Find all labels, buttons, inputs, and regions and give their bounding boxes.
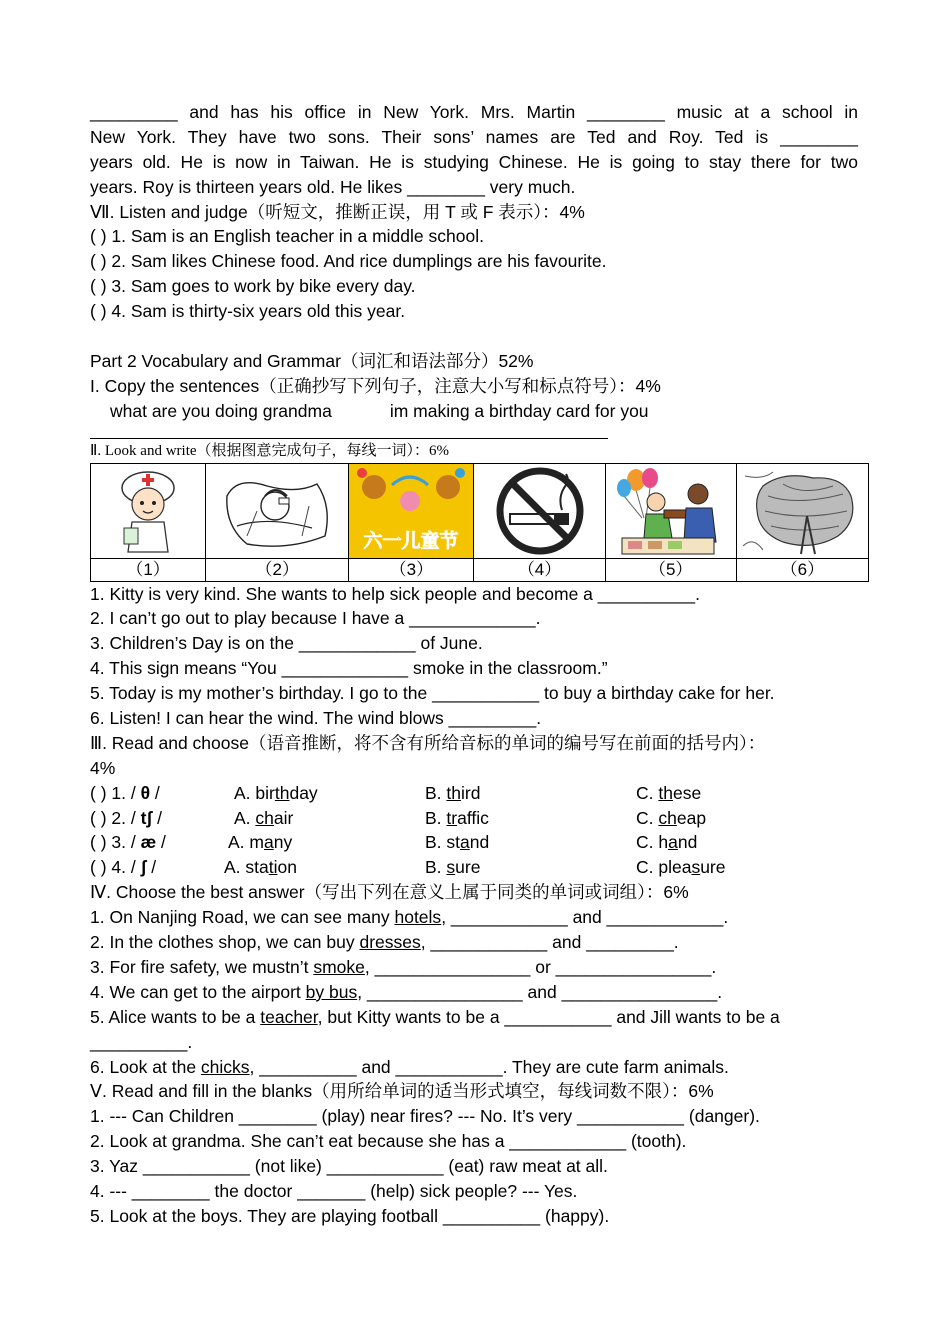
picture-3 [349, 463, 474, 558]
phonetic-symbol: θ [140, 782, 151, 803]
festival-text: 六一儿童节 [363, 529, 459, 552]
passage-line-4: years. Roy is thirteen years old. He likes ________ very much. [90, 176, 576, 197]
phonetic-symbol: ʃ [140, 857, 147, 878]
copy-answer-line [90, 424, 608, 439]
phonics-row-1: ( ) 1. / θ / A. birthday B. third C. these [90, 782, 702, 803]
p5-item-2: 2. Look at grandma. She can’t eat because she has a ____________ (tooth). [90, 1131, 687, 1152]
p2-title: Ⅱ. Look and write（根据图意完成句子，每线一词）：6% [90, 442, 450, 459]
passage-line-3: years old. He is now in Taiwan. He is studying Chinese. He is going to stay there for two [90, 151, 858, 172]
nurse-icon [108, 466, 188, 556]
p4-item-6: 6. Look at the chicks, __________ and ___________. They are cute farm animals. [90, 1056, 729, 1077]
sick-in-bed-icon [217, 466, 337, 556]
no-smoking-icon [492, 466, 588, 556]
p2-item-3: 3. Children’s Day is on the ____________ of June. [90, 633, 483, 654]
p5-title: Ⅴ. Read and fill in the blanks（用所给单词的适当形式填空，每线词数不限）：6% [90, 1081, 714, 1102]
p4-item-2: 2. In the clothes shop, we can buy dresses, ____________ and _________. [90, 932, 679, 953]
phonics-row-4: ( ) 4. / ʃ / A. station B. sure C. pleasure [90, 857, 726, 878]
passage-line-2: New York. They have two sons. Their sons’ names are Ted and Roy. Ted is ________ [90, 126, 858, 147]
picture-label-4: （4） [474, 558, 605, 581]
p4-item-3: 3. For fire safety, we mustn’t smoke, ________________ or ________________. [90, 956, 717, 977]
picture-1 [91, 463, 206, 558]
picture-4 [474, 463, 605, 558]
p2-item-4: 4. This sign means “You _____________ smoke in the classroom.” [90, 658, 608, 679]
p5-item-1: 1. --- Can Children ________ (play) near fires? --- No. It’s very ___________ (danger). [90, 1106, 760, 1127]
p3-title-cont: 4% [90, 757, 116, 778]
p5-item-5: 5. Look at the boys. They are playing football __________ (happy). [90, 1205, 610, 1226]
s7-item-4: ( ) 4. Sam is thirty-six years old this year. [90, 301, 406, 322]
picture-6 [736, 463, 868, 558]
childrens-day-icon [352, 465, 470, 557]
p2-item-2: 2. I can’t go out to play because I have a _____________. [90, 608, 541, 629]
copy-sentences [90, 399, 858, 424]
p1-title: I. Copy the sentences（正确抄写下列句子，注意大小写和标点符号）：4% [90, 375, 661, 396]
copy-sentence-1: what are you doing grandma [110, 400, 332, 421]
phonics-row-3: ( ) 3. / æ / A. many B. stand C. hand [90, 832, 698, 853]
p2-item-5: 5. Today is my mother’s birthday. I go to the ___________ to buy a birthday cake for her. [90, 683, 775, 704]
p5-item-3: 3. Yaz ___________ (not like) ____________ (eat) raw meat at all. [90, 1156, 608, 1177]
p2-item-1: 1. Kitty is very kind. She wants to help sick people and become a __________. [90, 583, 700, 604]
p4-item-1: 1. On Nanjing Road, we can see many hotels, ____________ and ____________. [90, 907, 729, 928]
picture-5 [605, 463, 736, 558]
passage-line-1: _________ and has his office in New York. Mrs. Martin ________ music at a school in [90, 102, 858, 122]
p5-item-4: 4. --- ________ the doctor _______ (help) sick people? --- Yes. [90, 1180, 578, 1201]
s7-item-1: ( ) 1. Sam is an English teacher in a middle school. [90, 226, 484, 247]
picture-label-3: （3） [349, 558, 474, 581]
p4-item-4: 4. We can get to the airport by bus, ________________ and ________________. [90, 981, 723, 1002]
part-2-title: Part 2 Vocabulary and Grammar（词汇和语法部分）52% [90, 350, 534, 371]
picture-2 [206, 463, 349, 558]
section-7-title: Ⅶ. Listen and judge（听短文，推断正误，用 T 或 F 表示）：4% [90, 201, 585, 222]
picture-label-6: （6） [736, 558, 868, 581]
phonetic-symbol: tʃ [140, 807, 153, 828]
phonics-row-2: ( ) 2. / tʃ / A. chair B. traffic C. cheap [90, 807, 707, 828]
p3-title: Ⅲ. Read and choose（语音推断，将不含有所给音标的单词的编号写在前面的括号内）： [90, 732, 766, 753]
s7-item-3: ( ) 3. Sam goes to work by bike every day. [90, 276, 416, 297]
worksheet-page [90, 100, 858, 1229]
copy-sentence-2: im making a birthday card for you [389, 400, 649, 421]
s7-item-2: ( ) 2. Sam likes Chinese food. And rice dumplings are his favourite. [90, 251, 607, 272]
picture-label-1: （1） [91, 558, 206, 581]
bakery-shop-icon [616, 466, 726, 556]
p4-item-5: 5. Alice wants to be a teacher, but Kitty wants to be a ___________ and Jill wants to be a [90, 1006, 780, 1027]
p4-item-5-cont: __________. [90, 1031, 193, 1052]
p2-item-6: 6. Listen! I can hear the wind. The wind blows _________. [90, 708, 542, 729]
picture-table [90, 463, 869, 582]
phonetic-symbol: æ [140, 832, 157, 853]
picture-label-5: （5） [605, 558, 736, 581]
p4-title: Ⅳ. Choose the best answer（写出下列在意义上属于同类的单词或词组）：6% [90, 882, 689, 903]
windy-tree-icon [743, 466, 861, 556]
picture-label-2: （2） [206, 558, 349, 581]
